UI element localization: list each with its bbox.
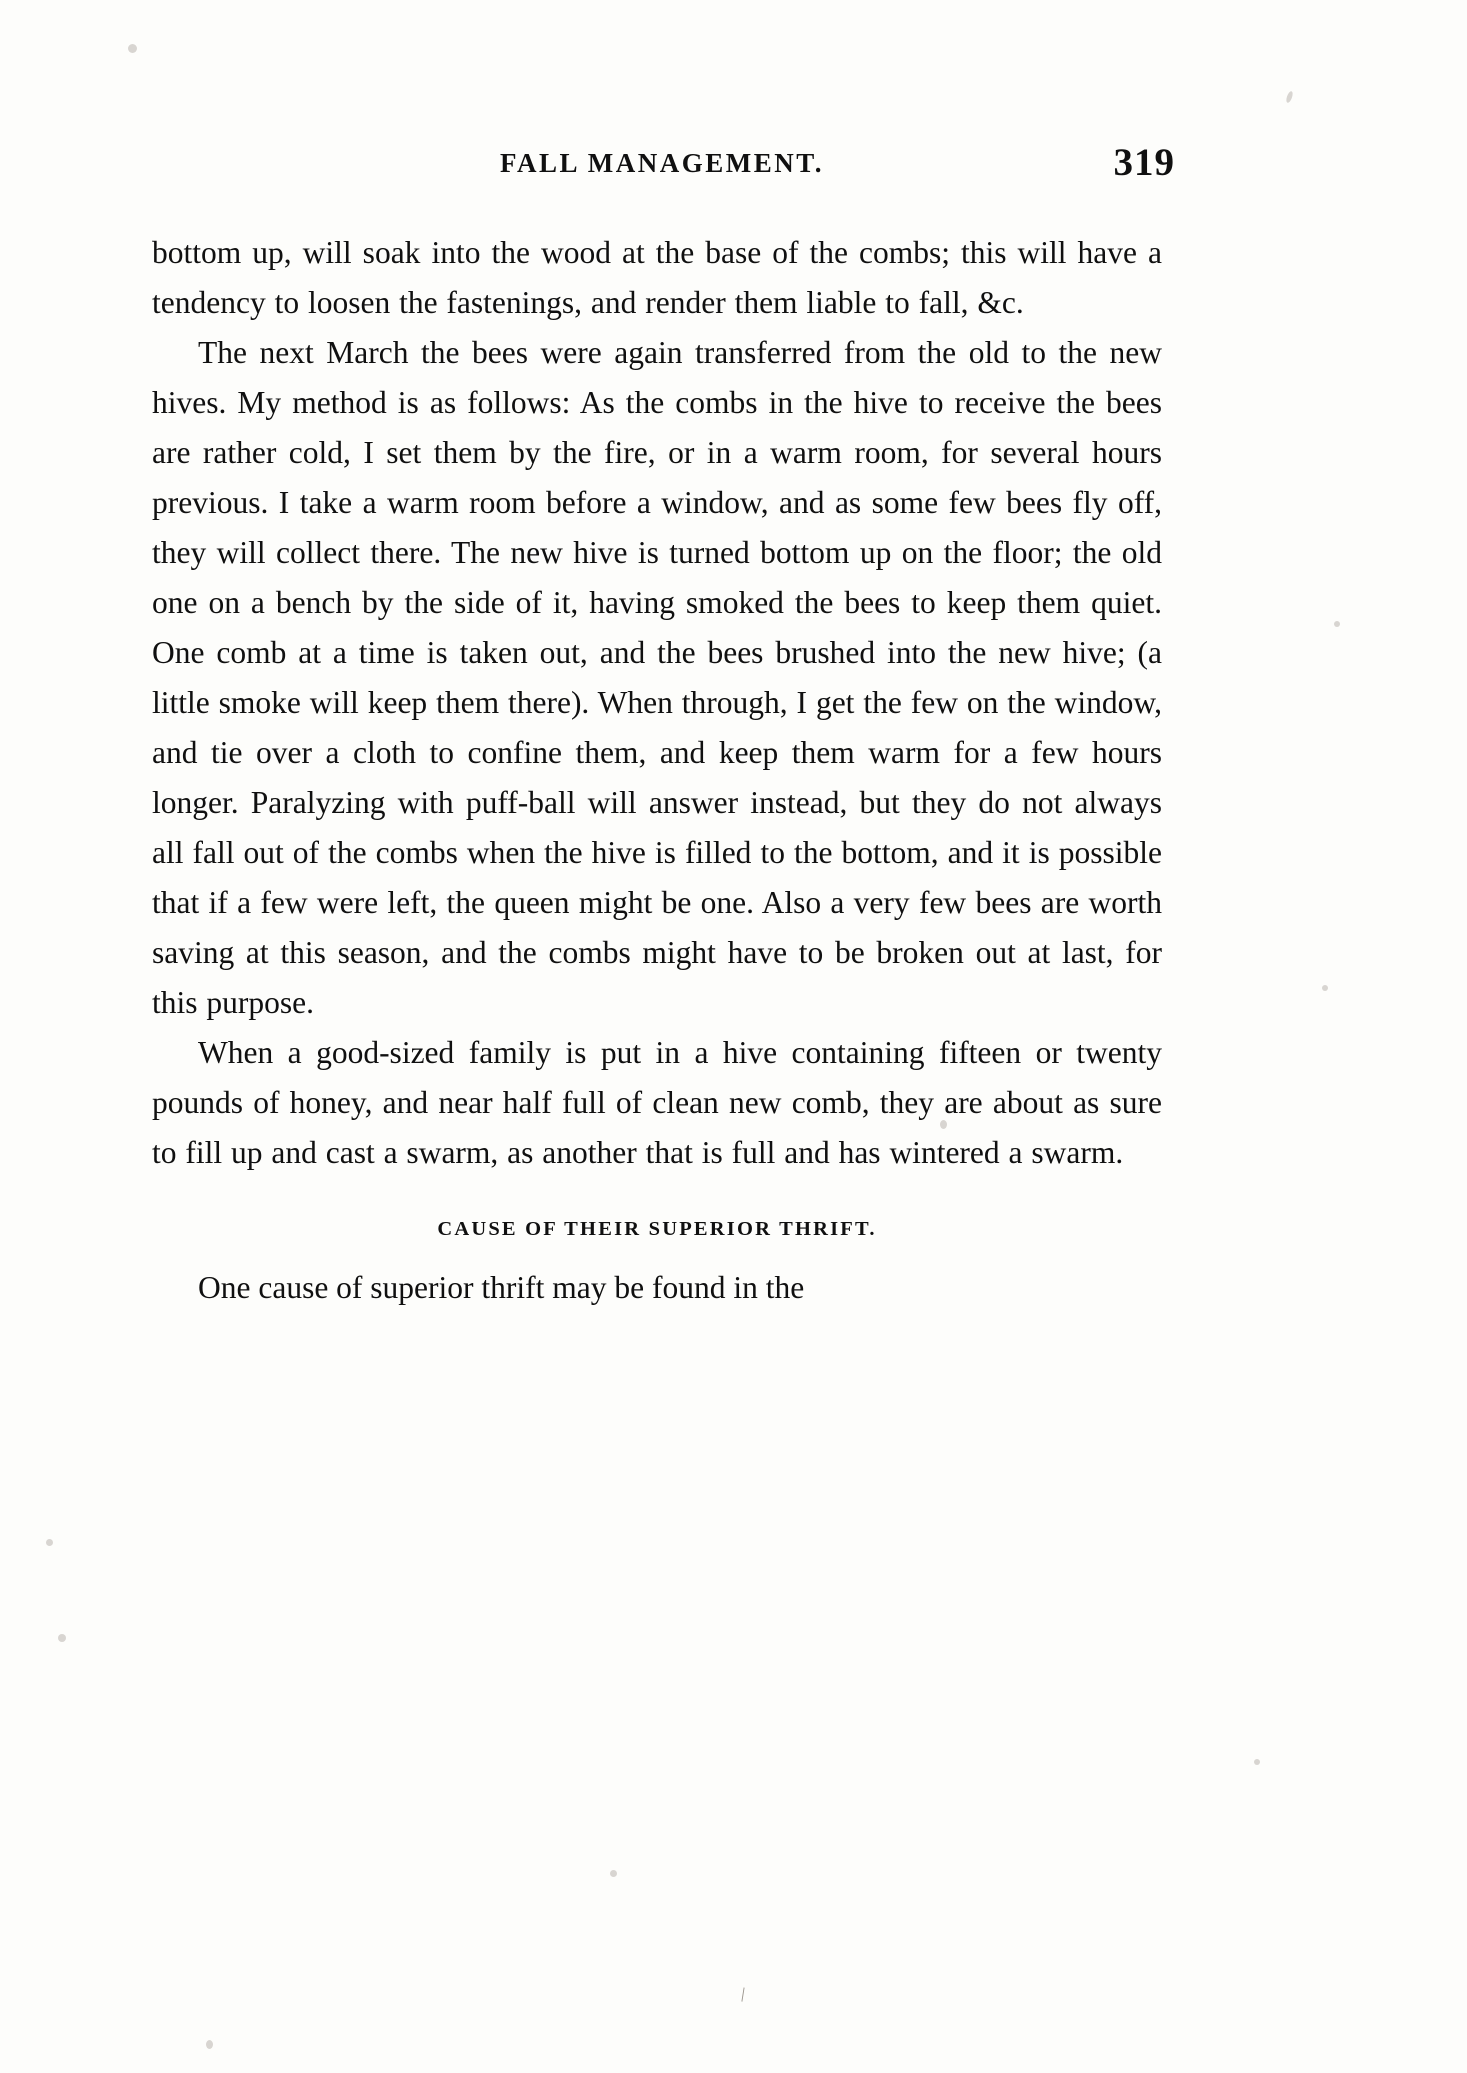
paragraph: The next March the bees were again transferred from the old to the new hives. My method is as follows: As the combs in the hive to receive the bees are rather cold, I set them by the fire, or in a warm room, for several hours previous. I take a warm room before a window, and as some few bees fly off, they will collect there. The new hive is turned bottom up on the floor; the old one on a bench by the side of it, having smoked the bees to keep them quiet. One comb at a time is taken out, and the bees brushed into the new hive; (a little smoke will keep them there). When through, I get the few on the window, and tie over a cloth to confine them, and keep them warm for a few hours longer. Paralyzing with puff-ball will answer instead, but they do not always all fall out of the combs when the hive is filled to the bottom, and it is possible that if a few were left, the queen might be one. Also a very few bees are worth saving at this season, and the combs might have to be broken out at last, for this purpose. [152, 335, 1162, 1020]
section-subheading: CAUSE OF THEIR SUPERIOR THRIFT. [437, 1218, 877, 1240]
paragraph: bottom up, will soak into the wood at the base of the combs; this will have a tendency to loosen the fastenings, and render them liable to fall, &c. [152, 235, 1162, 320]
page-speck [46, 1539, 53, 1546]
page-speck [940, 1120, 947, 1129]
page-speck [1334, 621, 1340, 627]
page-speck [58, 1634, 66, 1642]
page-header [150, 141, 1310, 196]
page-speck [206, 2040, 213, 2049]
page-speck [1322, 985, 1328, 991]
page-number: 319 [1113, 141, 1175, 184]
page-speck [610, 1870, 617, 1877]
page-speck [1254, 1759, 1260, 1765]
paragraph: When a good-sized family is put in a hive containing fifteen or twenty pounds of honey, and near half full of clean new comb, they are about as sure to fill up and cast a swarm, as another that is full and has wintered a swarm. [152, 1035, 1162, 1170]
paragraph-continued: One cause of superior thrift may be found in the [198, 1270, 805, 1305]
running-head: FALL MANAGEMENT. [500, 148, 825, 178]
page-speck [1285, 91, 1294, 104]
body-text-column [152, 228, 1162, 1345]
page-tick-mark: \ [735, 1983, 751, 2007]
page-speck [128, 44, 137, 53]
